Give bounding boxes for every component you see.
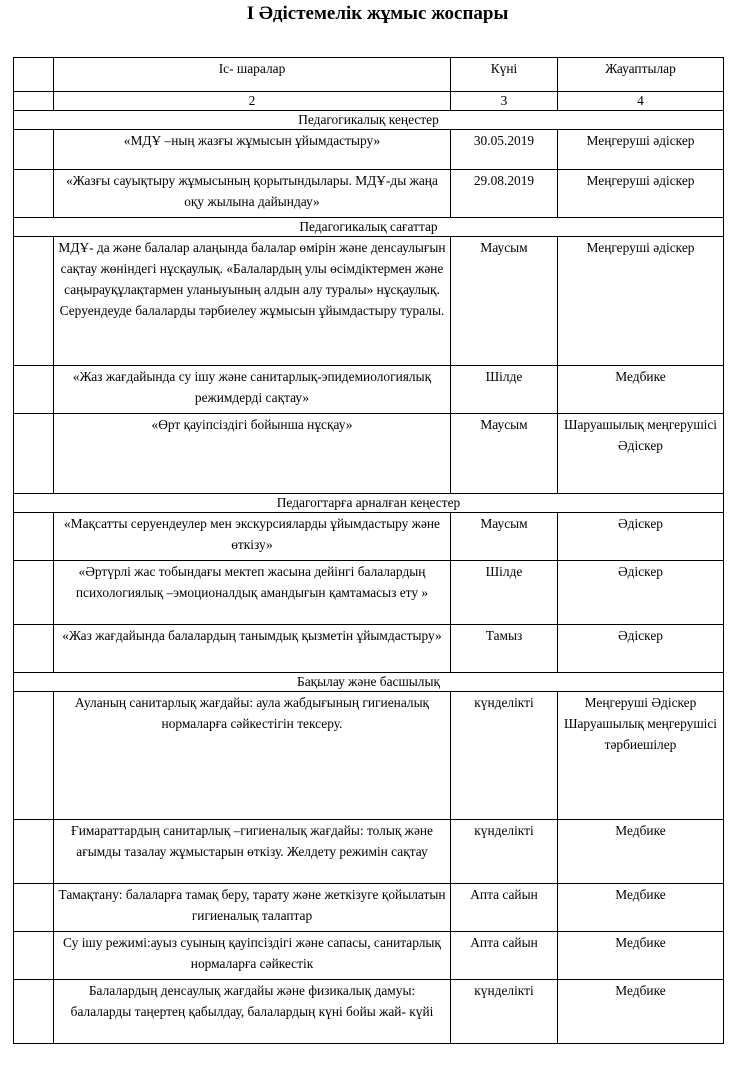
responsible-cell: Медбике: [558, 820, 724, 884]
date-cell: Апта сайын: [451, 932, 558, 980]
responsible-cell: Әдіскер: [558, 625, 724, 673]
responsible-cell: Медбике: [558, 366, 724, 414]
date-cell: 30.05.2019: [451, 130, 558, 170]
row-number-cell: [14, 130, 54, 170]
row-number-cell: [14, 414, 54, 494]
section-title: Педагогтарға арналған кеңестер: [14, 494, 724, 513]
activity-cell: «Мақсатты серуендеулер мен экскурсияларды ұйымдастыру және өткізу»: [54, 513, 451, 561]
responsible-cell: Меңгеруші әдіскер: [558, 130, 724, 170]
column-number-activity: 2: [54, 92, 451, 111]
row-number-cell: [14, 561, 54, 625]
date-cell: Маусым: [451, 513, 558, 561]
activity-cell: «Жаз жағдайында балалардың танымдық қызметін ұйымдастыру»: [54, 625, 451, 673]
date-cell: Маусым: [451, 414, 558, 494]
section-row: [14, 494, 724, 513]
section-row: [14, 111, 724, 130]
date-cell: Маусым: [451, 237, 558, 366]
responsible-cell: Медбике: [558, 884, 724, 932]
table-row: [14, 366, 724, 414]
date-cell: Шілде: [451, 561, 558, 625]
column-number-responsible: 4: [558, 92, 724, 111]
activity-cell: Ғимараттардың санитарлық –гигиеналық жағдайы: толық және ағымды тазалау жұмыстарын өткізу. Желдету режимін сақтау: [54, 820, 451, 884]
section-row: [14, 673, 724, 692]
responsible-cell: Әдіскер: [558, 561, 724, 625]
plan-table: [13, 57, 724, 1044]
table-row: [14, 980, 724, 1044]
row-number-cell: [14, 513, 54, 561]
row-number-cell: [14, 237, 54, 366]
page-title: І Әдістемелік жұмыс жоспары: [246, 3, 509, 24]
table-row: [14, 692, 724, 820]
activity-cell: «МДҰ –ның жазғы жұмысын ұйымдастыру»: [54, 130, 451, 170]
activity-cell: «Өрт қауіпсіздігі бойынша нұсқау»: [54, 414, 451, 494]
table-row: [14, 820, 724, 884]
row-number-cell: [14, 932, 54, 980]
activity-cell: «Жаз жағдайында су ішу және санитарлық-эпидемиологиялық режимдерді сақтау»: [54, 366, 451, 414]
row-number-cell: [14, 820, 54, 884]
responsible-cell: Меңгеруші әдіскер: [558, 170, 724, 218]
date-cell: Тамыз: [451, 625, 558, 673]
table-row: [14, 513, 724, 561]
header-activity: Іс- шаралар: [54, 58, 451, 92]
section-title: Педагогикалық кеңестер: [14, 111, 724, 130]
row-number-cell: [14, 366, 54, 414]
activity-cell: МДҰ- да және балалар алаңында балалар өмірін және денсаулығын сақтау жөніндегі нұсқаулық. «Балалардың улы өсімдіктермен және саңырауқұлақтармен уланыуының алдын алу туралы» нұсқаулық. Серуендеуде балаларды тәрбиелеу жұмысын ұйымдастыру туралы.: [54, 237, 451, 366]
activity-cell: Балалардың денсаулық жағдайы және физикалық дамуы: балаларды таңертең қабылдау, балалардың күні бойы жай- күйі: [54, 980, 451, 1044]
row-number-cell: [14, 692, 54, 820]
table-row: [14, 561, 724, 625]
column-number-row: [14, 92, 724, 111]
activity-cell: Ауланың санитарлық жағдайы: аула жабдығының гигиеналық нормаларға сәйкестігін тексеру.: [54, 692, 451, 820]
activity-cell: Тамақтану: балаларға тамақ беру, тарату және жеткізуге қойылатын гигиеналық талаптар: [54, 884, 451, 932]
date-cell: күнделікті: [451, 692, 558, 820]
activity-cell: «Әртүрлі жас тобындағы мектеп жасына дейінгі балалардың психологиялық –эмоционалдық амандығын қамтамасыз ету »: [54, 561, 451, 625]
table-row: [14, 414, 724, 494]
activity-cell: «Жазғы сауықтыру жұмысының қорытындылары. МДҰ-ды жаңа оқу жылына дайындау»: [54, 170, 451, 218]
date-cell: 29.08.2019: [451, 170, 558, 218]
header-number-cell: [14, 58, 54, 92]
activity-cell: Су ішу режимі:ауыз суының қауіпсіздігі және сапасы, санитарлық нормаларға сәйкестік: [54, 932, 451, 980]
table-row: [14, 884, 724, 932]
responsible-cell: Медбике: [558, 932, 724, 980]
section-title: Педагогикалық сағаттар: [14, 218, 724, 237]
header-date: Күні: [451, 58, 558, 92]
row-number-cell: [14, 980, 54, 1044]
column-number-date: 3: [451, 92, 558, 111]
header-responsible: Жауаптылар: [558, 58, 724, 92]
responsible-cell: Медбике: [558, 980, 724, 1044]
table-row: [14, 130, 724, 170]
responsible-cell: Әдіскер: [558, 513, 724, 561]
table-row: [14, 625, 724, 673]
row-number-cell: [14, 170, 54, 218]
column-number-empty: [14, 92, 54, 111]
date-cell: күнделікті: [451, 980, 558, 1044]
responsible-cell: Меңгеруші Әдіскер Шаруашылық меңгерушісі тәрбиешілер: [558, 692, 724, 820]
row-number-cell: [14, 625, 54, 673]
date-cell: Апта сайын: [451, 884, 558, 932]
table-row: [14, 170, 724, 218]
responsible-cell: Шаруашылық меңгерушісі Әдіскер: [558, 414, 724, 494]
table-row: [14, 237, 724, 366]
responsible-cell: Меңгеруші әдіскер: [558, 237, 724, 366]
table-header-row: [14, 58, 724, 92]
section-row: [14, 218, 724, 237]
date-cell: Шілде: [451, 366, 558, 414]
date-cell: күнделікті: [451, 820, 558, 884]
row-number-cell: [14, 884, 54, 932]
table-row: [14, 932, 724, 980]
section-title: Бақылау және басшылық: [14, 673, 724, 692]
